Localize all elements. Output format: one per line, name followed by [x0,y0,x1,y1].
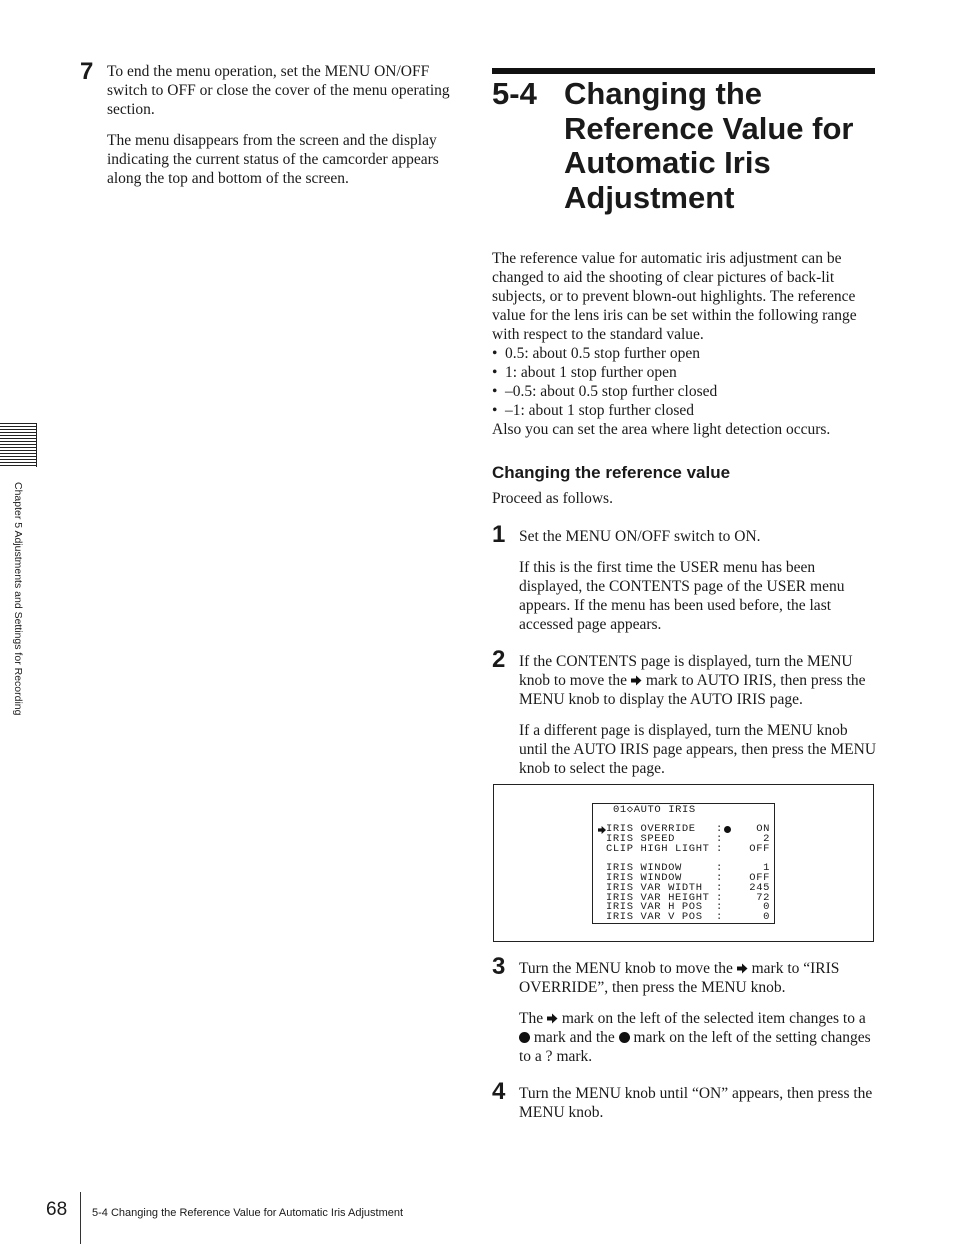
step-1-number: 1 [492,521,506,548]
menu-screen-rows [598,825,770,923]
menu-row-value: 245 [749,881,770,894]
arrow-mark-icon [737,963,748,974]
proceed-text: Proceed as follows. [492,490,613,507]
menu-row-separator: : [716,911,723,924]
step-7-note: The menu disappears from the screen and the display indicating the current status of the camcorder appears along the top and bottom of the screen. [107,132,439,187]
range-item: • 1: about 1 stop further open [492,363,877,382]
step-3-number: 3 [492,953,506,980]
step-4-text: Turn the MENU knob until “ON” appears, then press the MENU knob. [519,1085,873,1121]
menu-row-value: 0 [763,911,770,924]
menu-row [598,913,770,923]
menu-row-label: IRIS VAR HEIGHT [606,891,710,904]
menu-row-separator: : [716,891,723,904]
range-item: • –1: about 1 stop further closed [492,401,877,420]
menu-row-value: 2 [763,832,770,845]
chapter-side-label: Chapter 5 Adjustments and Settings for Recording [12,482,24,716]
heading-rule [492,68,875,74]
step-7-number: 7 [80,58,94,85]
menu-row-value: 0 [763,901,770,914]
menu-cursor-arrow-icon [598,826,606,834]
menu-setting-dot-icon [724,826,731,833]
menu-row-value: 72 [756,891,770,904]
menu-row-separator: : [716,901,723,914]
menu-row-value: OFF [749,842,770,855]
menu-row-label: IRIS VAR H POS [606,901,703,914]
step-7-text: To end the menu operation, set the MENU ON/OFF switch to OFF or close the cover of the menu operating section. [107,63,450,118]
menu-screen-title: 01◇AUTO IRIS [613,804,696,816]
menu-row-separator: : [716,842,723,855]
step-1-note: If this is the first time the USER menu has been displayed, the CONTENTS page of the USER menu appears. If the menu has been used before, the last accessed page appears. [519,559,845,633]
step-1-text: Set the MENU ON/OFF switch to ON. [519,528,761,545]
step-4-number: 4 [492,1078,506,1105]
footer-divider [80,1192,81,1244]
menu-row-label: CLIP HIGH LIGHT [606,842,710,855]
menu-row-label: IRIS WINDOW [606,862,682,875]
step-2-text: If the CONTENTS page is displayed, turn the MENU knob to move the mark to AUTO IRIS, then press the MENU knob to display the AUTO IRIS page. [519,653,866,708]
step-2-number: 2 [492,646,506,673]
menu-row-label: IRIS SPEED [606,832,676,845]
dot-mark-icon [619,1032,630,1043]
section-number: 5-4 [492,76,537,111]
menu-row-value: OFF [749,871,770,884]
step-3-note: The mark on the left of the selected item changes to a mark and the mark on the left of the setting changes to a ? mark. [519,1010,871,1065]
subheading: Changing the reference value [492,463,731,482]
range-list [492,344,877,420]
dot-mark-icon [519,1032,530,1043]
menu-row-separator: : [716,871,723,884]
running-footer: 5-4 Changing the Reference Value for Automatic Iris Adjustment [92,1207,404,1219]
chapter-tab-edge [36,423,37,467]
arrow-mark-icon [547,1013,558,1024]
step-2-note: If a different page is displayed, turn the MENU knob until the AUTO IRIS page appears, then press the MENU knob to select the page. [519,722,877,777]
menu-row-value: 1 [763,862,770,875]
intro-closing: Also you can set the area where light detection occurs. [492,421,831,438]
range-item: • –0.5: about 0.5 stop further closed [492,382,877,401]
menu-row-separator: : [716,823,723,835]
chapter-tab-marker [0,423,37,467]
menu-row-label: IRIS VAR WIDTH [606,881,703,894]
menu-row-value: ON [756,823,770,835]
menu-row-separator: : [716,862,723,875]
intro-paragraph: The reference value for automatic iris adjustment can be changed to aid the shooting of clear pictures of back-lit subjects, or to prevent blown-out highlights. The reference value for the lens iris can be set within the following range with respect to the standard value. [492,250,857,343]
menu-row-separator: : [716,881,723,894]
section-title: Changing the Reference Value for Automatic Iris Adjustment [564,76,854,215]
menu-row-label: IRIS OVERRIDE [606,823,696,835]
menu-row-label: IRIS VAR V POS [606,911,703,924]
menu-row [598,842,770,855]
step-3-text: Turn the MENU knob to move the mark to “IRIS OVERRIDE”, then press the MENU knob. [519,960,840,996]
page-number: 68 [46,1199,68,1220]
menu-row-separator: : [716,832,723,845]
range-item: • 0.5: about 0.5 stop further open [492,344,877,363]
menu-row-label: IRIS WINDOW [606,871,682,884]
arrow-mark-icon [631,675,642,686]
